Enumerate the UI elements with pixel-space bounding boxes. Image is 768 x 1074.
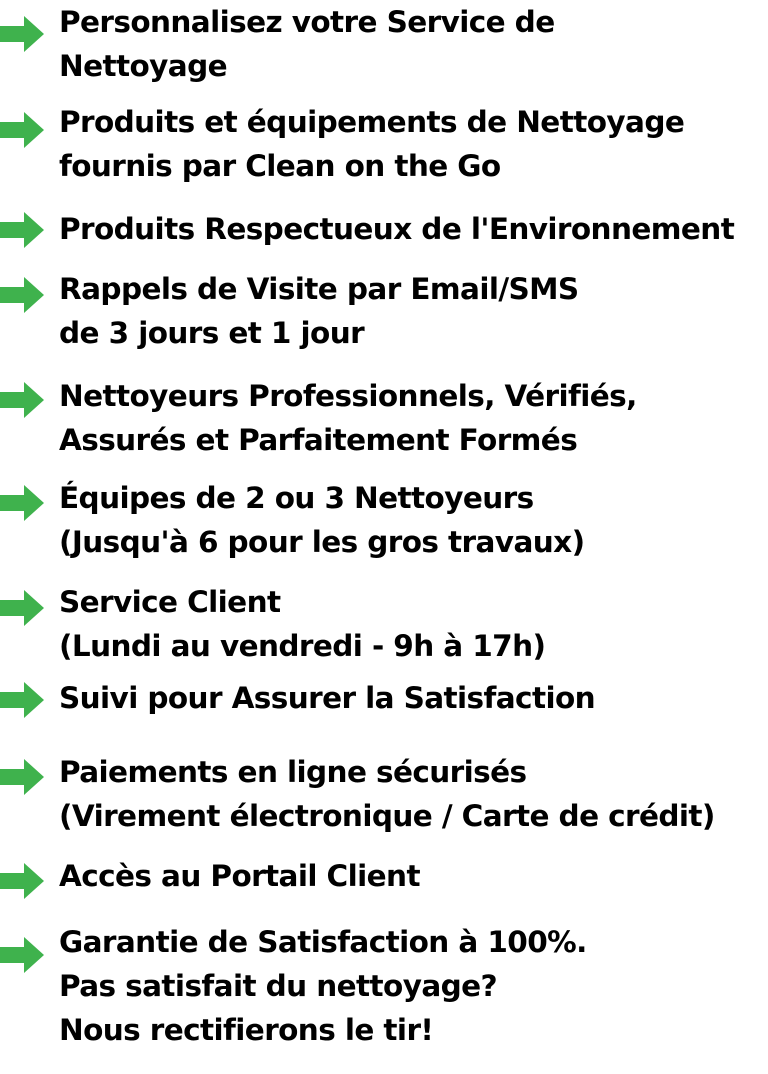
feature-text: [59, 100, 684, 188]
feature-line: Produits et équipements de Nettoyage: [59, 105, 685, 139]
feature-line: Rappels de Visite par Email/SMS: [59, 272, 579, 306]
arrow-right-icon: [0, 275, 46, 315]
feature-line: Nettoyeurs Professionnels, Vérifiés,: [59, 379, 637, 413]
arrow-right-icon: [0, 110, 46, 150]
feature-text: [59, 750, 715, 838]
arrow-right-icon: [0, 757, 46, 797]
arrow-right-icon: [0, 210, 46, 250]
feature-line: (Jusqu'à 6 pour les gros travaux): [59, 525, 585, 559]
feature-line: (Lundi au vendredi - 9h à 17h): [59, 629, 546, 663]
feature-line: Assurés et Parfaitement Formés: [59, 423, 578, 457]
feature-line: Équipes de 2 ou 3 Nettoyeurs: [59, 481, 534, 515]
feature-text: [59, 207, 734, 251]
arrow-right-icon: [0, 380, 46, 420]
feature-text: [59, 676, 595, 720]
feature-text: [59, 476, 584, 564]
feature-line: Accès au Portail Client: [59, 859, 420, 893]
arrow-right-icon: [0, 935, 46, 975]
feature-line: Pas satisfait du nettoyage?: [59, 969, 498, 1003]
feature-text: [59, 374, 637, 462]
feature-text: [59, 854, 420, 898]
feature-line: Paiements en ligne sécurisés: [59, 755, 527, 789]
feature-line: Personnalisez votre Service de: [59, 5, 555, 39]
feature-text: [59, 267, 579, 355]
feature-line: (Virement électronique / Carte de crédit): [59, 799, 715, 833]
feature-line: de 3 jours et 1 jour: [59, 316, 365, 350]
feature-line: Produits Respectueux de l'Environnement: [59, 212, 735, 246]
arrow-right-icon: [0, 483, 46, 523]
feature-line: Garantie de Satisfaction à 100%.: [59, 925, 587, 959]
arrow-right-icon: [0, 588, 46, 628]
feature-text: [59, 920, 587, 1052]
arrow-right-icon: [0, 14, 46, 54]
arrow-right-icon: [0, 680, 46, 720]
feature-text: [59, 0, 555, 88]
feature-line: Nettoyage: [59, 49, 228, 83]
feature-text: [59, 580, 545, 668]
feature-line: fournis par Clean on the Go: [59, 149, 501, 183]
feature-line: Suivi pour Assurer la Satisfaction: [59, 681, 596, 715]
arrow-right-icon: [0, 861, 46, 901]
feature-line: Service Client: [59, 585, 281, 619]
feature-line: Nous rectifierons le tir!: [59, 1013, 434, 1047]
